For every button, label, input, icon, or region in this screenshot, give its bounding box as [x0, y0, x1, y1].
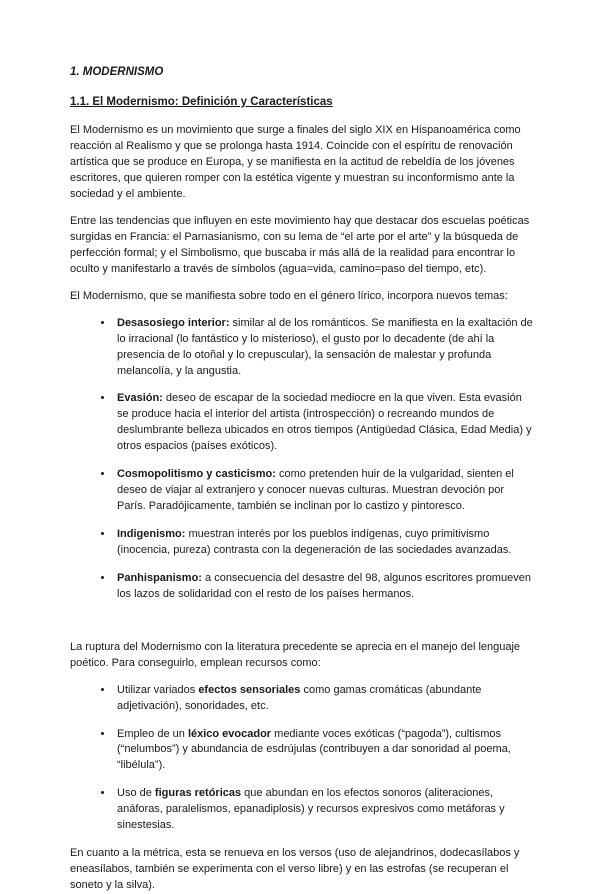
paragraph-metrica: En cuanto a la métrica, esta se renueva en los versos (uso de alejandrinos, dodecasílabos y eneasílabos, también se experimenta con el verso libre) y en las estrofas (se recuperan el soneto y la silva).	[70, 847, 520, 892]
paragraph-tendencias: Entre las tendencias que influyen en este movimiento hay que destacar dos escuelas poéticas surgidas en Francia: el Parnasianismo, con su lema de “el arte por el arte” y la búsqueda de perfección formal; y el Simbolismo, que buscaba ir más allá de la realidad para encontrar lo oculto y manifestarlo a través de símbolos (agua=vida, camino=paso del tiempo, etc).	[70, 215, 530, 275]
list-item-bold: efectos sensoriales	[198, 683, 301, 696]
list-item-text: como pretenden huir de la vulgaridad, sienten el deseo de viajar al extranjero y conocer nuevas culturas. Muestran devoción por París. Paradójicamente, también se inclinan por lo castizo y pintoresco.	[117, 468, 514, 513]
themes-list	[70, 316, 534, 603]
list-item-panhispanismo	[114, 571, 534, 603]
list-item-text: mediante voces exóticas (“pagoda”), cultismos (“nelumbos”) y abundancia de esdrújulas (contribuyen a dar sonoridad al poema, “libélula”).	[117, 727, 511, 772]
list-item-lexico-evocador	[114, 727, 534, 775]
paragraph-ruptura-lead: La ruptura del Modernismo con la literatura precedente se aprecia en el manejo del lenguaje poético. Para conseguirlo, emplean recursos como:	[70, 640, 521, 669]
list-item-text: que abundan en los efectos sonoros (aliteraciones, anáforas, paralelismos, epanadiplosis) y recursos expresivos como metáforas y sinestesias.	[117, 787, 505, 832]
list-item-figuras-retoricas	[114, 786, 534, 834]
list-item-text: deseo de escapar de la sociedad mediocre en la que viven. Esta evasión se produce hacia el interior del artista (introspección) o recreando mundos de deslumbrante belleza ubicados en otros tiempos (Antigüedad Clásica, Edad Media) y otros espacios (países exóticos).	[117, 392, 532, 453]
list-item-pre: Utilizar variados	[117, 683, 199, 696]
list-item-pre: Empleo de un	[117, 727, 188, 740]
list-item-text: como gamas cromáticas (abundante adjetivación), sonoridades, etc.	[117, 683, 482, 712]
paragraph-temas-lead: El Modernismo, que se manifiesta sobre todo en el género lírico, incorpora nuevos temas:	[70, 289, 508, 302]
list-item-efectos-sensoriales	[114, 683, 534, 715]
list-item-lead: Indigenismo:	[117, 528, 186, 541]
list-item-lead: Evasión:	[117, 392, 163, 405]
list-item-lead: Panhispanismo:	[117, 571, 202, 584]
list-item-bold: léxico evocador	[187, 727, 272, 740]
list-item-text: muestran interés por los pueblos indígenas, cuyo primitivismo (inocencia, pureza) contrasta con la degeneración de las sociedades avanzadas.	[117, 528, 512, 556]
doc-title: 1. MODERNISMO	[70, 66, 164, 78]
list-item-bold: figuras retóricas	[154, 787, 242, 800]
list-item-evasion	[114, 391, 534, 455]
list-item-lead: Desasosiego interior:	[117, 316, 230, 329]
list-item-desasosiego	[114, 316, 534, 380]
list-item-pre: Uso de	[117, 787, 155, 800]
list-item-indigenismo	[114, 527, 534, 559]
list-item-cosmopolitismo	[114, 467, 534, 515]
paragraph-intro: El Modernismo es un movimiento que surge a finales del siglo XIX en Hispanoamérica como reacción al Realismo y que se prolonga hasta 1914. Coincide con el espíritu de renovación artística que se produce en Europa, y se manifiesta en la actitud de rebeldía de los jóvenes escritores, que quieren romper con la estética vigente y muestran su inconformismo ante la sociedad y el ambiente.	[70, 124, 521, 201]
section-heading: 1.1. El Modernismo: Definición y Características	[70, 95, 333, 108]
list-item-text: similar al de los románticos. Se manifiesta en la exaltación de lo irracional (lo fantástico y lo misterioso), el gusto por lo decadente (de ahí la presencia de lo otoñal y lo crepuscular), la sensación de malestar y profunda melancolía, y la angustia.	[117, 316, 533, 377]
list-item-text: a consecuencia del desastre del 98, algunos escritores promueven los lazos de solidaridad con el resto de los países hermanos.	[117, 571, 531, 600]
recursos-list	[70, 683, 534, 835]
list-item-lead: Cosmopolitismo y casticismo:	[117, 468, 276, 481]
